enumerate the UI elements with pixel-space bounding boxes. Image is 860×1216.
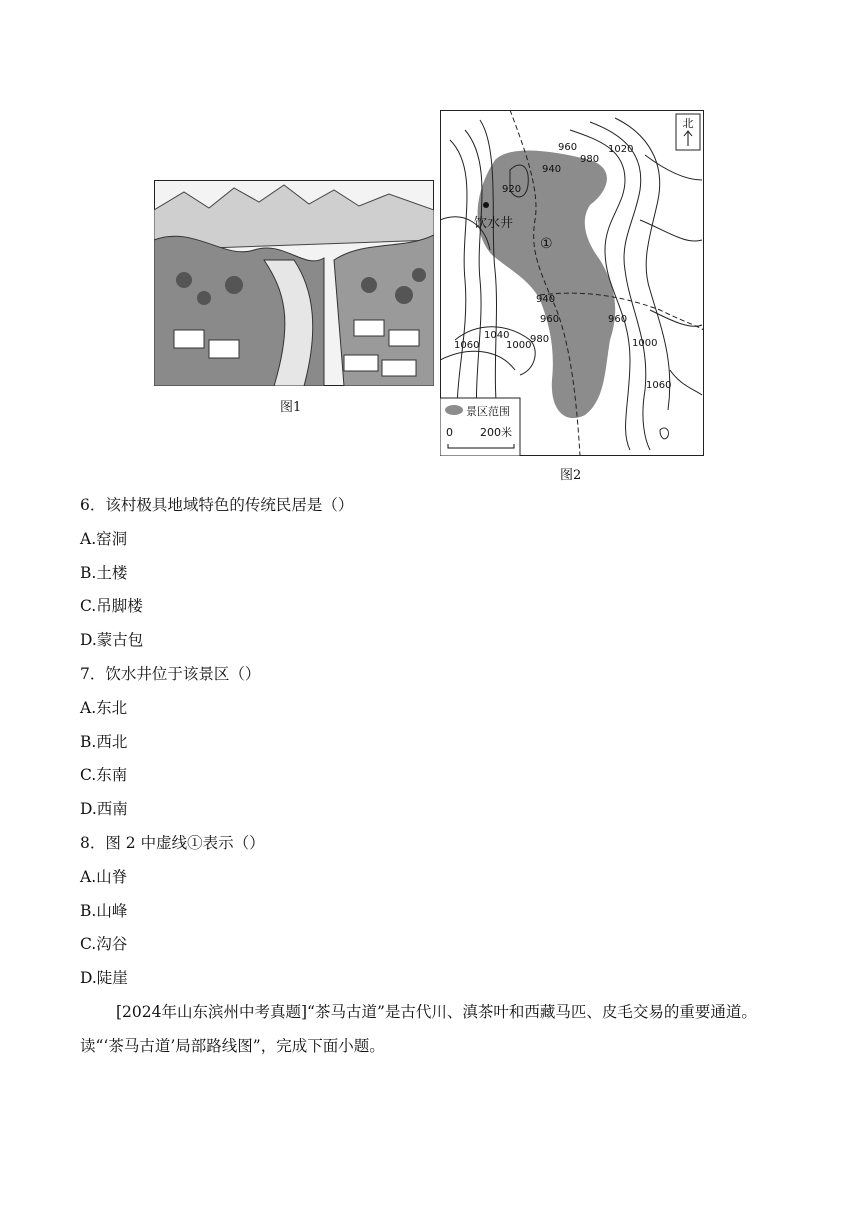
- question-7-stem: 7．饮水井位于该景区（）: [80, 665, 261, 683]
- option-b: B.山峰: [80, 902, 128, 920]
- contour-label: 1060: [454, 340, 480, 351]
- option-a: A.东北: [80, 699, 128, 717]
- option-a: A.山脊: [80, 868, 128, 886]
- option-d: D.蒙古包: [80, 631, 144, 649]
- scale-label: 200米: [480, 426, 512, 439]
- contour-label: 1000: [632, 338, 658, 349]
- landscape-drawing: [154, 180, 434, 386]
- contour-label: 960: [558, 142, 578, 153]
- village-landscape-image: [154, 180, 434, 386]
- contour-label: 920: [502, 184, 522, 195]
- figure1-caption: 图1: [280, 400, 302, 415]
- well-label: 饮水井: [474, 216, 514, 231]
- question-6-stem: 6．该村极具地域特色的传统民居是（）: [80, 496, 354, 514]
- legend-swatch: [445, 405, 463, 415]
- well-point: [483, 202, 489, 208]
- option-d: D.陡崖: [80, 969, 128, 987]
- contour-label: 940: [542, 164, 562, 175]
- legend-label: 景区范围: [466, 405, 510, 418]
- option-c: C.沟谷: [80, 935, 128, 953]
- intro-paragraph: [2024年山东滨州中考真题]“茶马古道”是古代川、滇茶叶和西藏马匹、皮毛交易的重要通道。读“‘茶马古道’局部路线图”，完成下面小题。: [80, 1003, 757, 1055]
- contour-map-drawing: [440, 110, 704, 456]
- contour-label: 1000: [506, 340, 532, 351]
- contour-label: 1060: [646, 380, 672, 391]
- contour-label: 1020: [608, 144, 634, 155]
- contour-label: 940: [536, 294, 556, 305]
- option-b: B.西北: [80, 733, 128, 751]
- figure2-caption: 图2: [560, 468, 582, 483]
- scale-zero: 0: [446, 426, 453, 439]
- option-d: D.西南: [80, 800, 128, 818]
- option-c: C.东南: [80, 766, 128, 784]
- contour-label: 980: [580, 154, 600, 165]
- marker-circle-1: ①: [540, 236, 553, 252]
- contour-label: 1040: [484, 330, 510, 341]
- option-b: B.土楼: [80, 564, 128, 582]
- option-c: C.吊脚楼: [80, 597, 143, 615]
- question-8-stem: 8．图 2 中虚线①表示（）: [80, 834, 265, 852]
- contour-map: [440, 110, 704, 456]
- option-a: A.窑洞: [80, 530, 128, 548]
- contour-label: 960: [540, 314, 560, 325]
- contour-label: 980: [530, 334, 550, 345]
- contour-label: 960: [608, 314, 628, 325]
- north-label: 北: [682, 117, 694, 130]
